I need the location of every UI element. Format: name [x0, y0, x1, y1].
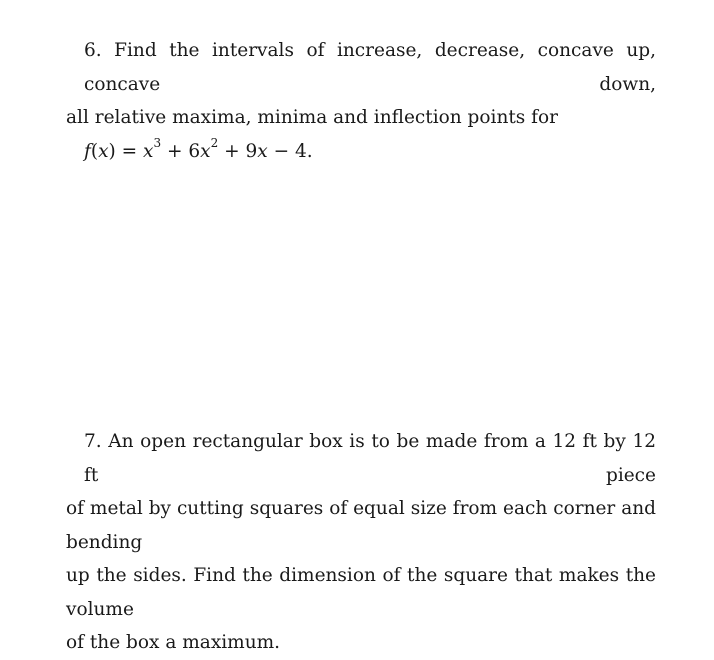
formula-equals: =	[115, 140, 143, 162]
formula-term2-variable: x	[200, 140, 211, 162]
problem-6-formula	[66, 135, 656, 169]
formula-argument: x	[98, 140, 109, 162]
problem-6-line-1: 6. Find the intervals of increase, decrease, concave up, concave down,	[84, 40, 656, 95]
problem-7	[66, 425, 656, 660]
formula-term3-variable: x	[257, 140, 268, 162]
formula-term2-exponent: 2	[210, 136, 219, 151]
formula-plus-1: + 6	[161, 140, 201, 162]
formula-paren-close: )	[108, 140, 116, 162]
problem-7-line-2: of metal by cutting squares of equal size from each corner and bending	[66, 498, 656, 553]
problem-6	[66, 34, 656, 168]
problem-7-line-1: 7. An open rectangular box is to be made from a 12 ft by 12 ft piece	[84, 431, 656, 486]
formula-function-name: f	[84, 140, 91, 162]
formula-term1-variable: x	[143, 140, 154, 162]
formula-plus-2: + 9	[218, 140, 258, 162]
problem-7-line-3: up the sides. Find the dimension of the square that makes the volume	[66, 565, 656, 620]
formula-tail: − 4.	[267, 140, 313, 162]
formula-term1-exponent: 3	[153, 136, 162, 151]
problem-7-line-4: of the box a maximum.	[66, 632, 281, 653]
problem-6-line-2: all relative maxima, minima and inflection points for	[66, 107, 558, 128]
formula-paren-open: (	[90, 140, 99, 162]
